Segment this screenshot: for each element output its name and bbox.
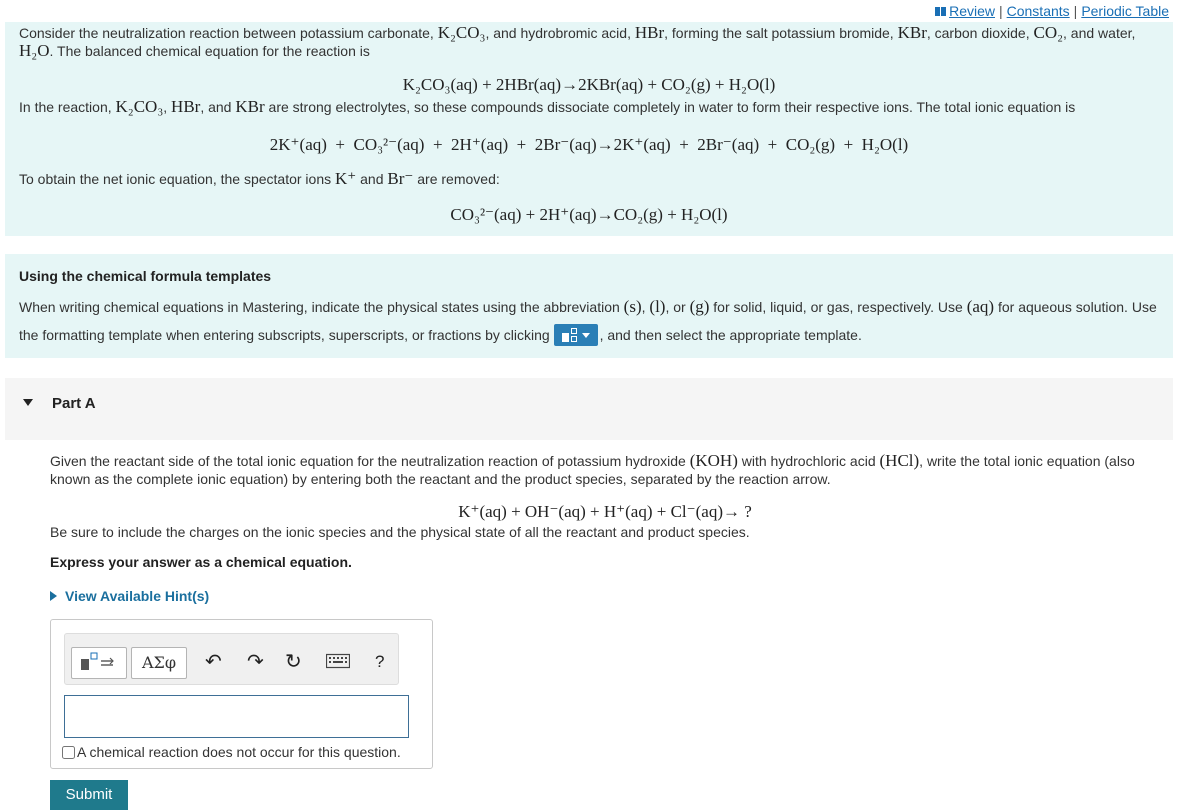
- top-nav: [935, 3, 1169, 19]
- help-button[interactable]: ?: [375, 652, 385, 671]
- formula-kbr: KBr: [897, 23, 927, 42]
- intro-paragraph-3: To obtain the net ionic equation, the spectator ions K⁺ and Br⁻ are removed:: [19, 169, 500, 188]
- no-reaction-option[interactable]: [62, 744, 401, 760]
- formula-co2: CO₂: [1033, 23, 1064, 42]
- undo-icon[interactable]: ↶: [205, 651, 222, 673]
- templates-heading: Using the chemical formula templates: [19, 268, 272, 284]
- review-link[interactable]: Review: [949, 3, 995, 19]
- answer-box: [50, 619, 433, 769]
- templates-icon: [554, 324, 598, 346]
- no-reaction-label: A chemical reaction does not occur for this question.: [77, 744, 401, 760]
- formula-hbr: HBr: [634, 23, 665, 42]
- review-icon[interactable]: [935, 3, 947, 12]
- templates-panel: [5, 254, 1173, 358]
- keyboard-icon[interactable]: [326, 651, 350, 675]
- nav-separator: |: [998, 3, 1003, 19]
- part-a-title: Part A: [52, 395, 96, 412]
- view-hints-link[interactable]: View Available Hint(s): [65, 588, 210, 604]
- redo-icon[interactable]: ↷: [247, 651, 264, 673]
- reset-icon[interactable]: ↻: [285, 651, 302, 673]
- no-reaction-checkbox[interactable]: [62, 746, 75, 759]
- part-a-question: [50, 452, 1160, 605]
- greek-symbols-button[interactable]: AΣφ: [131, 647, 187, 679]
- answer-input[interactable]: [64, 695, 409, 738]
- submit-button[interactable]: Submit: [50, 780, 128, 810]
- templates-icon: [77, 651, 121, 673]
- part-a-header[interactable]: [5, 378, 1173, 440]
- editor-toolbar: [64, 633, 399, 685]
- charges-note: Be sure to include the charges on the ionic species and the physical state of all the reactant and product species.: [50, 524, 750, 540]
- net-ionic-equation: CO₃²⁻(aq) + 2H⁺(aq)→CO₂(g) + H₂O(l): [450, 205, 728, 224]
- intro-panel: [5, 22, 1173, 236]
- formula-h2o: H₂O: [19, 41, 50, 60]
- periodic-table-link[interactable]: Periodic Table: [1081, 3, 1169, 19]
- hint-caret-icon: [50, 591, 57, 601]
- given-equation: K⁺(aq) + OH⁻(aq) + H⁺(aq) + Cl⁻(aq)→ ?: [458, 502, 752, 521]
- total-ionic-equation: 2K⁺(aq) + CO₃²⁻(aq) + 2H⁺(aq) + 2Br⁻(aq)→2K⁺(aq) + 2Br⁻(aq) + CO₂(g) + H₂O(l): [269, 135, 909, 154]
- express-instruction: Express your answer as a chemical equation.: [50, 554, 352, 570]
- formula-k2co3: K₂CO₃: [437, 23, 486, 42]
- templates-button[interactable]: [71, 647, 127, 679]
- templates-text: When writing chemical equations in Mastering, indicate the physical states using the abbreviation (s), (l), or (g) for solid, liquid, or gas, respectively. Use (aq) for aqueous solution. Use the formatting template when entering subscripts, superscripts, or fractions by clicking , and then select the appropriate template.: [19, 293, 1159, 349]
- intro-paragraph-1: Consider the neutralization reaction between potassium carbonate, K₂CO₃, and hydrobromic acid, HBr, forming the salt potassium bromide, KBr, carbon dioxide, CO₂, and water, H₂O. The balanced chemical equation for the reaction is: [19, 23, 1136, 60]
- balanced-equation: K₂CO₃(aq) + 2HBr(aq)→2KBr(aq) + CO₂(g) + H₂O(l): [402, 75, 776, 94]
- intro-paragraph-2: In the reaction, K₂CO₃, HBr, and KBr are strong electrolytes, so these compounds dissociate completely in water to form their respective ions. The total ionic equation is: [19, 97, 1076, 116]
- nav-separator: |: [1073, 3, 1078, 19]
- question-text: Given the reactant side of the total ionic equation for the neutralization reaction of potassium hydroxide (KOH) with hydrochloric acid (HCl), write the total ionic equation (also known as the complete ionic equation) by entering both the reactant and the product species, separated by the reaction arrow.: [50, 451, 1135, 487]
- hints-toggle[interactable]: [50, 587, 1160, 605]
- constants-link[interactable]: Constants: [1006, 3, 1070, 19]
- collapse-caret-icon[interactable]: [23, 399, 33, 406]
